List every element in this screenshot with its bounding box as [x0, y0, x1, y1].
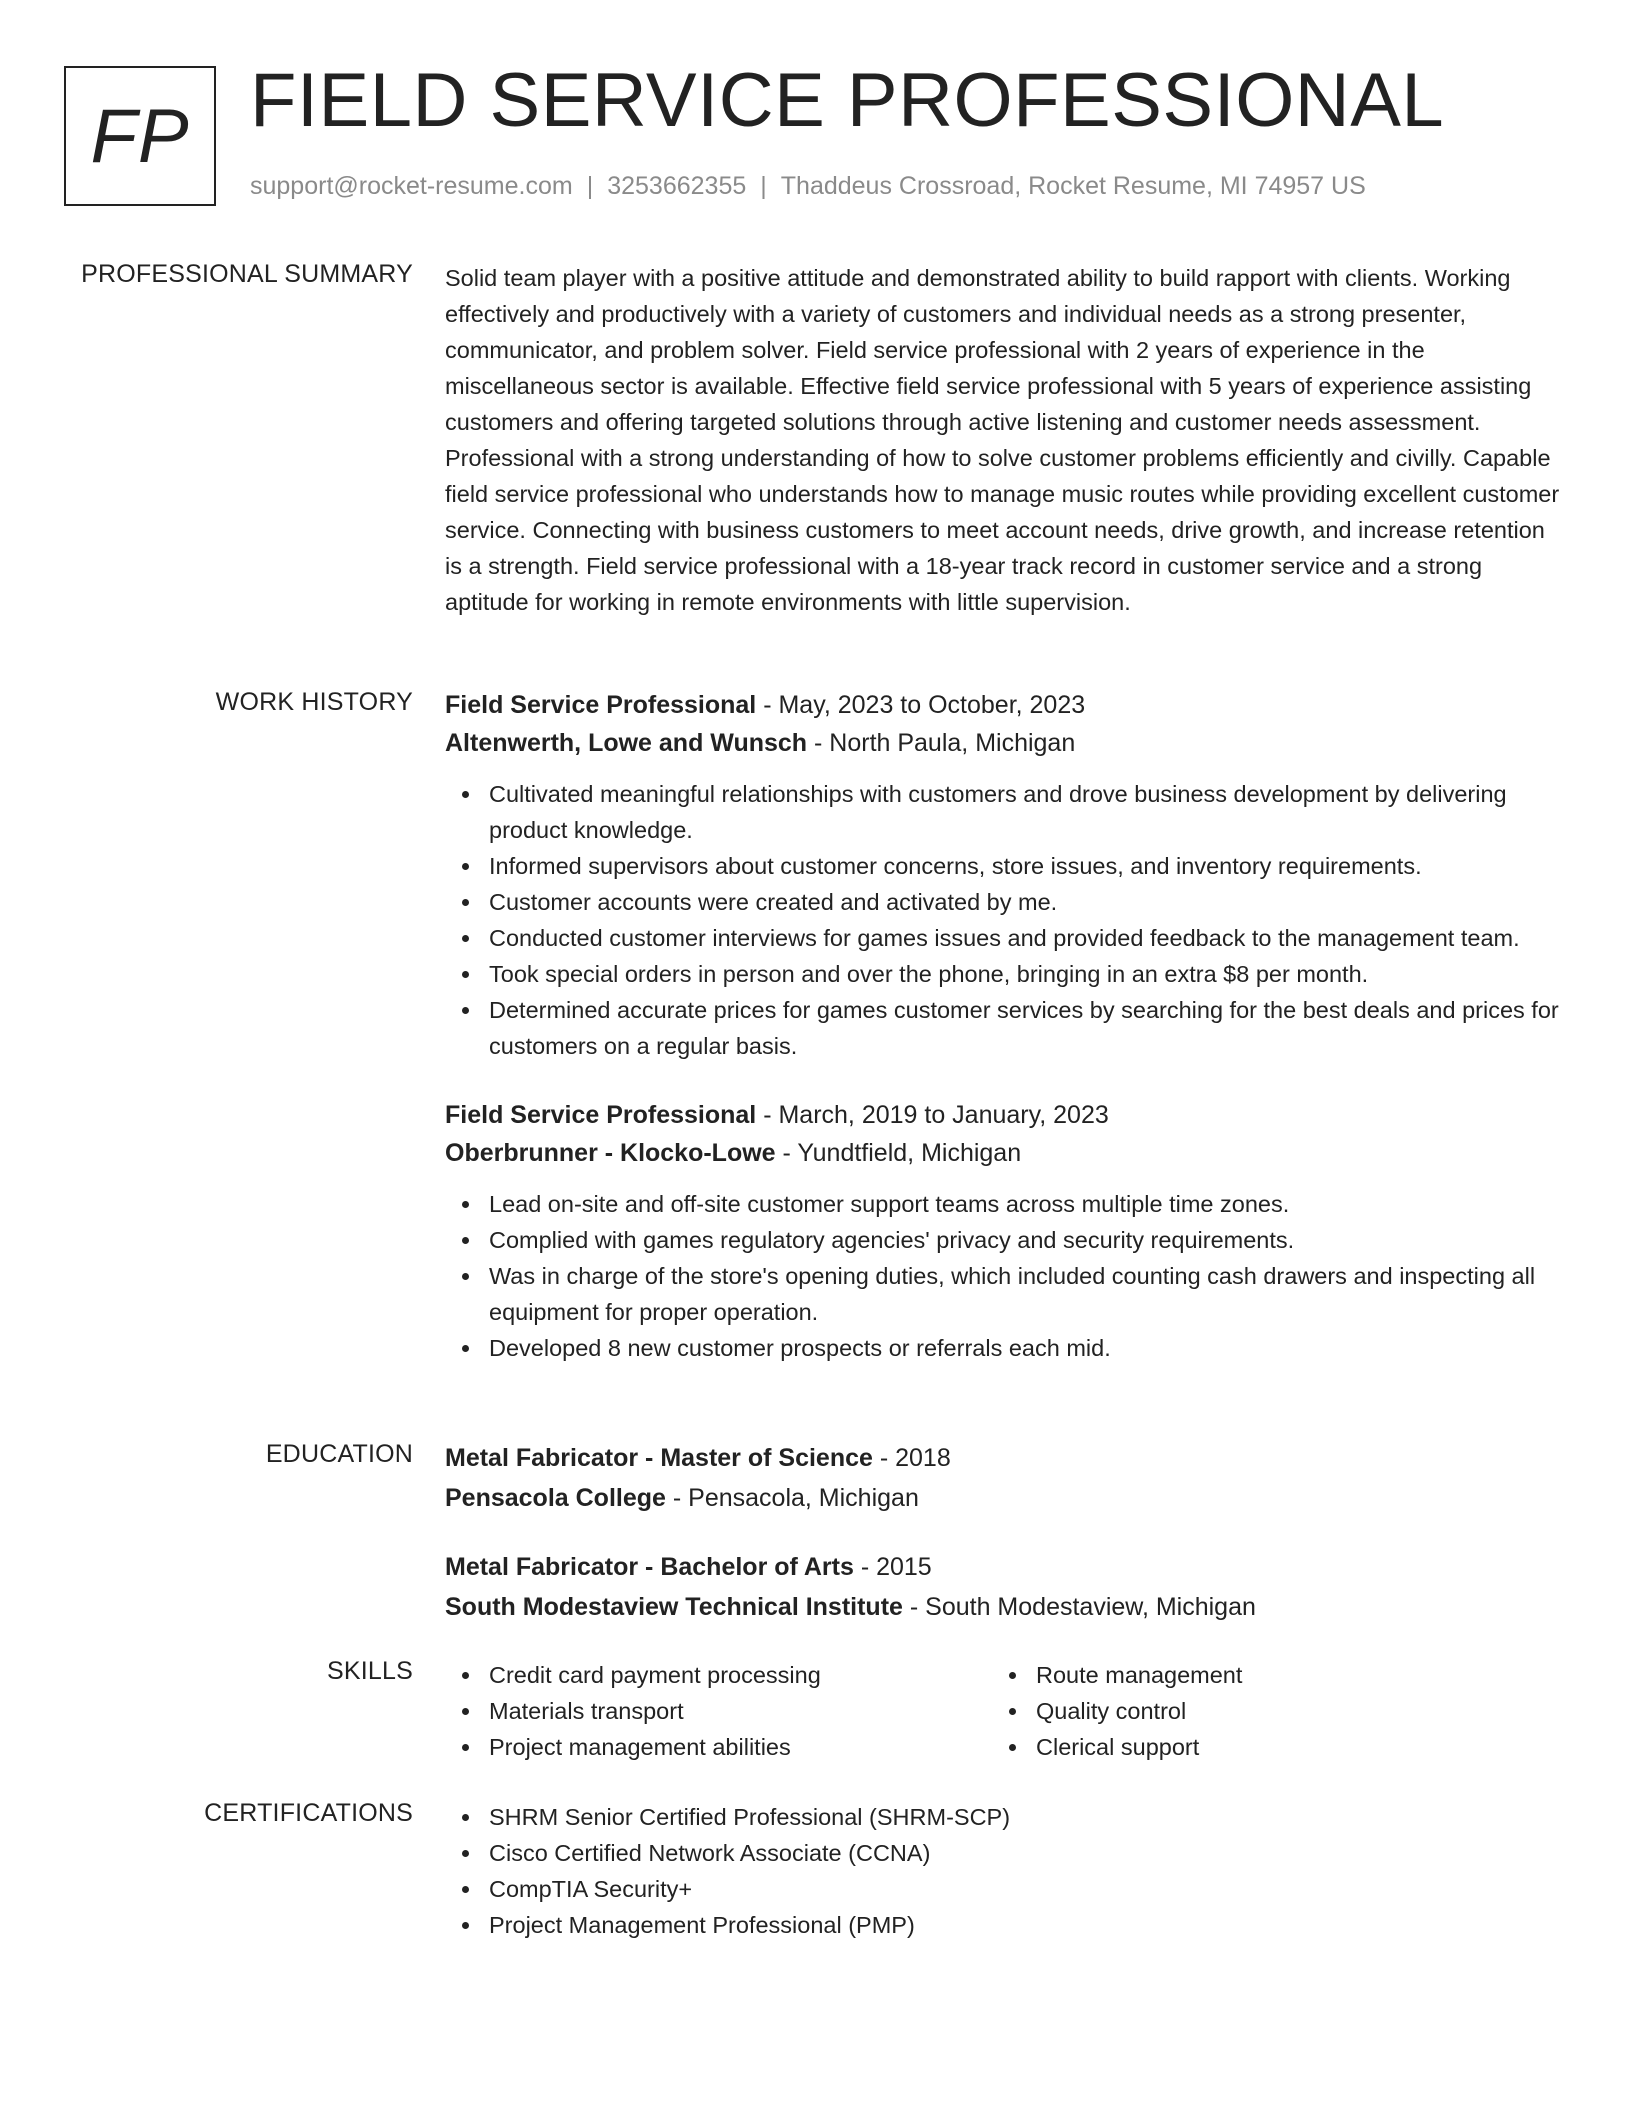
summary-text: Solid team player with a positive attitude and demonstrated ability to build rapport with clients. Working effectively and productively with a variety of customers and individual needs as a strong presenter, communicator, and problem solver. Field service professional with 2 years of experience in the miscellaneous sector is available. Effective field service professional with 5 years of experience assisting customers and offering targeted solutions through active listening and customer needs assessment. Professional with a strong understanding of how to solve customer problems efficiently and civilly. Capable field service professional who understands how to manage music routes while providing excellent customer service. Connecting with business customers to meet account needs, drive growth, and increase retention is a strength. Field service professional with a 18-year track record in customer service and a strong aptitude for working in remote environments with little supervision. [445, 265, 1560, 615]
skills-list-right [992, 1657, 1539, 1765]
certifications-heading: CERTIFICATIONS [204, 1799, 413, 1827]
education-degree-line [445, 1547, 1565, 1587]
job-location: - Yundtfield, Michigan [775, 1139, 1022, 1167]
list-item: Project management abilities [489, 1729, 992, 1765]
job-dates: - May, 2023 to October, 2023 [756, 691, 1086, 719]
skills-list-left [445, 1657, 992, 1765]
list-item: Route management [1036, 1657, 1539, 1693]
contact-separator: | [760, 172, 767, 200]
job-entry [445, 686, 1565, 1064]
list-item: Credit card payment processing [489, 1657, 992, 1693]
list-item: Was in charge of the store's opening duties, which included counting cash drawers and inspecting all equipment for proper operation. [489, 1258, 1565, 1330]
job-title-line [445, 1096, 1565, 1134]
education-entry [445, 1438, 1565, 1518]
education-degree-line [445, 1438, 1565, 1478]
education-location: - Pensacola, Michigan [665, 1484, 919, 1512]
education-school: South Modestaview Technical Institute [445, 1593, 903, 1621]
list-item: Determined accurate prices for games customer services by searching for the best deals and prices for customers on a regular basis. [489, 992, 1565, 1064]
contact-separator: | [586, 172, 594, 200]
page-title: FIELD SERVICE PROFESSIONAL [250, 58, 1445, 143]
education-heading: EDUCATION [265, 1440, 413, 1468]
contact-phone: 3253662355 [607, 172, 747, 200]
skills-heading: SKILLS [327, 1657, 413, 1685]
list-item: Quality control [1036, 1693, 1539, 1729]
job-bullets [445, 1186, 1565, 1366]
contact-email: support@rocket-resume.com [250, 172, 573, 200]
summary-heading: PROFESSIONAL SUMMARY [81, 260, 413, 288]
work-history-heading: WORK HISTORY [215, 688, 413, 716]
job-company: Altenwerth, Lowe and Wunsch [445, 729, 808, 757]
list-item: Cisco Certified Network Associate (CCNA) [489, 1835, 1565, 1871]
list-item: Developed 8 new customer prospects or referrals each mid. [489, 1330, 1565, 1366]
job-title-line [445, 686, 1565, 724]
education-degree: Metal Fabricator - Bachelor of Arts [445, 1553, 854, 1581]
job-dates: - March, 2019 to January, 2023 [756, 1101, 1109, 1129]
list-item: Lead on-site and off-site customer support teams across multiple time zones. [489, 1186, 1565, 1222]
list-item: SHRM Senior Certified Professional (SHRM-SCP) [489, 1799, 1565, 1835]
skills-body [445, 1657, 1565, 1765]
education-school: Pensacola College [445, 1484, 666, 1512]
job-company: Oberbrunner - Klocko-Lowe [445, 1139, 776, 1167]
list-item: Materials transport [489, 1693, 992, 1729]
job-company-line [445, 1134, 1565, 1172]
list-item: Project Management Professional (PMP) [489, 1907, 1565, 1943]
job-location: - North Paula, Michigan [807, 729, 1076, 757]
contact-line [250, 172, 1366, 201]
work-history-body [445, 686, 1565, 1366]
list-item: Complied with games regulatory agencies' privacy and security requirements. [489, 1222, 1565, 1258]
list-item: Took special orders in person and over the phone, bringing in an extra $8 per month. [489, 956, 1565, 992]
education-school-line [445, 1478, 1565, 1518]
education-location: - South Modestaview, Michigan [902, 1593, 1256, 1621]
list-item: Informed supervisors about customer concerns, store issues, and inventory requirements. [489, 848, 1565, 884]
job-entry [445, 1096, 1565, 1366]
education-school-line [445, 1587, 1565, 1627]
job-company-line [445, 724, 1565, 762]
education-entry [445, 1547, 1565, 1627]
contact-address: Thaddeus Crossroad, Rocket Resume, MI 74957 US [780, 172, 1366, 200]
list-item: Conducted customer interviews for games issues and provided feedback to the management team. [489, 920, 1565, 956]
certifications-body [445, 1799, 1565, 1943]
certifications-list [445, 1799, 1565, 1943]
skills-grid [445, 1657, 1565, 1765]
job-bullets [445, 776, 1565, 1064]
education-year: - 2015 [853, 1553, 932, 1581]
list-item: Cultivated meaningful relationships with customers and drove business development by delivering product knowledge. [489, 776, 1565, 848]
monogram-logo: FP [64, 66, 216, 206]
education-body [445, 1438, 1565, 1627]
list-item: Clerical support [1036, 1729, 1539, 1765]
job-title: Field Service Professional [445, 1101, 757, 1129]
list-item: CompTIA Security+ [489, 1871, 1565, 1907]
job-title: Field Service Professional [445, 691, 757, 719]
education-year: - 2018 [872, 1444, 951, 1472]
list-item: Customer accounts were created and activated by me. [489, 884, 1565, 920]
summary-body [445, 260, 1565, 620]
education-degree: Metal Fabricator - Master of Science [445, 1444, 873, 1472]
